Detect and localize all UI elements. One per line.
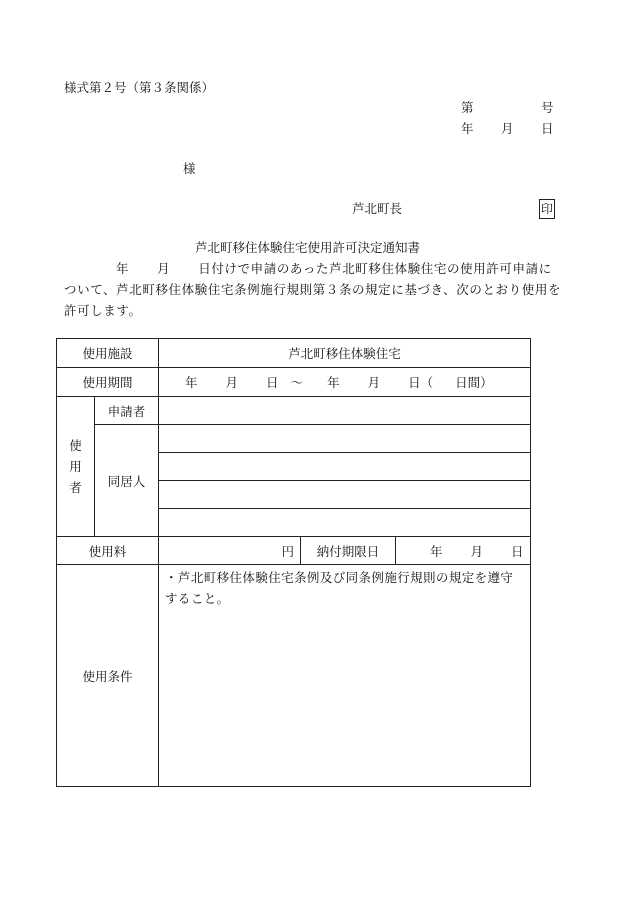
facility-value: 芦北町移住体験住宅 [159, 339, 531, 368]
cohabitant-value-3 [159, 481, 531, 509]
period-nen-2: 年 [327, 375, 340, 390]
permit-table [56, 338, 531, 787]
facility-row [57, 339, 531, 368]
period-hi-1: 日 [266, 375, 279, 390]
period-hi-2: 日（ [408, 375, 434, 390]
conditions-text-line-2: すること。 [165, 591, 230, 606]
user-label [57, 397, 95, 537]
cohabitant-row-1 [57, 425, 531, 453]
fee-value [159, 537, 301, 565]
body-line-3: 許可します。 [64, 303, 142, 318]
deadline-nen: 年 [430, 543, 443, 559]
conditions-row [57, 565, 531, 787]
fee-unit: 円 [281, 543, 295, 559]
user-label-char-3: 者 [69, 480, 82, 495]
conditions-text [159, 565, 531, 787]
applicant-row [57, 397, 531, 425]
period-tilde: ～ [290, 375, 304, 390]
period-tsuki-2: 月 [367, 375, 381, 390]
body-tsuki: 月 [157, 261, 171, 276]
deadline-tsuki: 月 [470, 543, 484, 559]
period-tsuki-1: 月 [225, 375, 239, 390]
conditions-label: 使用条件 [57, 565, 159, 787]
cohabitant-value-2 [159, 453, 531, 481]
body-paragraph [64, 258, 574, 321]
date-hi: 日 [541, 121, 554, 136]
body-line-1-rest: 日付けで申請のあった芦北町移住体験住宅の使用許可申請に [198, 261, 552, 276]
cohabitant-value-1 [159, 425, 531, 453]
issuer-name: 芦北町長 [352, 201, 403, 216]
deadline-value [396, 537, 531, 565]
period-nen-1: 年 [185, 375, 198, 390]
cohabitant-value-4 [159, 509, 531, 537]
user-label-char-2: 用 [69, 459, 82, 474]
user-label-char-1: 使 [69, 438, 82, 453]
period-days: 日間） [455, 375, 493, 390]
cohabitant-label: 同居人 [95, 425, 159, 537]
doc-number-go: 号 [541, 100, 554, 115]
date-nen: 年 [461, 121, 474, 136]
body-line-1 [64, 258, 574, 279]
document-title: 芦北町移住体験住宅使用許可決定通知書 [195, 240, 421, 255]
deadline-label: 納付期限日 [301, 537, 396, 565]
addressee-sama: 様 [183, 161, 196, 176]
period-row [57, 368, 531, 397]
fee-row [57, 537, 531, 565]
body-line-2: ついて、芦北町移住体験住宅条例施行規則第３条の規定に基づき、次のとおり使用を [64, 282, 562, 297]
facility-label: 使用施設 [57, 339, 159, 368]
date-tsuki: 月 [501, 121, 514, 136]
form-number: 様式第２号（第３条関係） [64, 80, 215, 95]
applicant-value [159, 397, 531, 425]
conditions-text-line-1: ・芦北町移住体験住宅条例及び同条例施行規則の規定を遵守 [165, 570, 514, 585]
deadline-hi: 日 [511, 543, 524, 559]
period-label: 使用期間 [57, 368, 159, 397]
applicant-label: 申請者 [95, 397, 159, 425]
period-value [159, 368, 531, 397]
seal-stamp: 印 [539, 199, 555, 219]
body-nen: 年 [116, 261, 130, 276]
doc-number-dai: 第 [461, 100, 474, 115]
fee-label: 使用料 [57, 537, 159, 565]
